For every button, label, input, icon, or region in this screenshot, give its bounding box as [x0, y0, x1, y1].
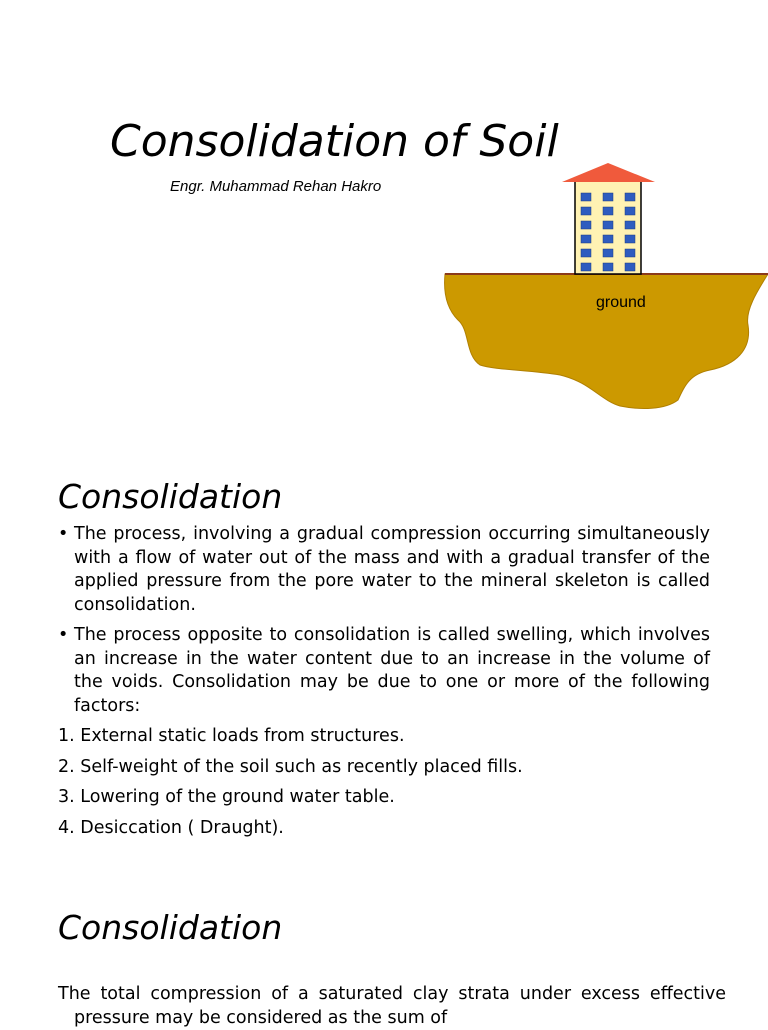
- section-heading-consolidation: Consolidation: [58, 477, 283, 516]
- section-heading-consolidation-2: Consolidation: [58, 908, 283, 947]
- consolidation-content-list: [58, 523, 710, 847]
- bullet-item: • The process opposite to consolidation is called swelling, which involves an increase in the water content due to an increase in the volume of the voids. Consolidation may be due to one or more of the following factors:: [58, 624, 710, 718]
- building-on-ground-illustration: [440, 160, 768, 412]
- ground-label: ground: [596, 294, 646, 311]
- factor-item: 1. External static loads from structures.: [58, 726, 405, 746]
- factor-item: 3. Lowering of the ground water table.: [58, 787, 395, 807]
- factor-item: 4. Desiccation ( Draught).: [58, 817, 284, 838]
- author-name: Engr. Muhammad Rehan Hakro: [170, 178, 382, 195]
- factor-item: 2. Self-weight of the soil such as recently placed fills.: [58, 756, 523, 777]
- building-roof: [562, 163, 655, 182]
- total-compression-paragraph: The total compression of a saturated clay strata under excess effective pressure may be considered as the sum of: [58, 984, 726, 1028]
- bullet-item: • The process, involving a gradual compression occurring simultaneously with a flow of water out of the mass and with a gradual transfer of the applied pressure from the pore water to the mineral skeleton is called consolidation.: [58, 523, 710, 617]
- page-title: Consolidation of Soil: [110, 116, 559, 167]
